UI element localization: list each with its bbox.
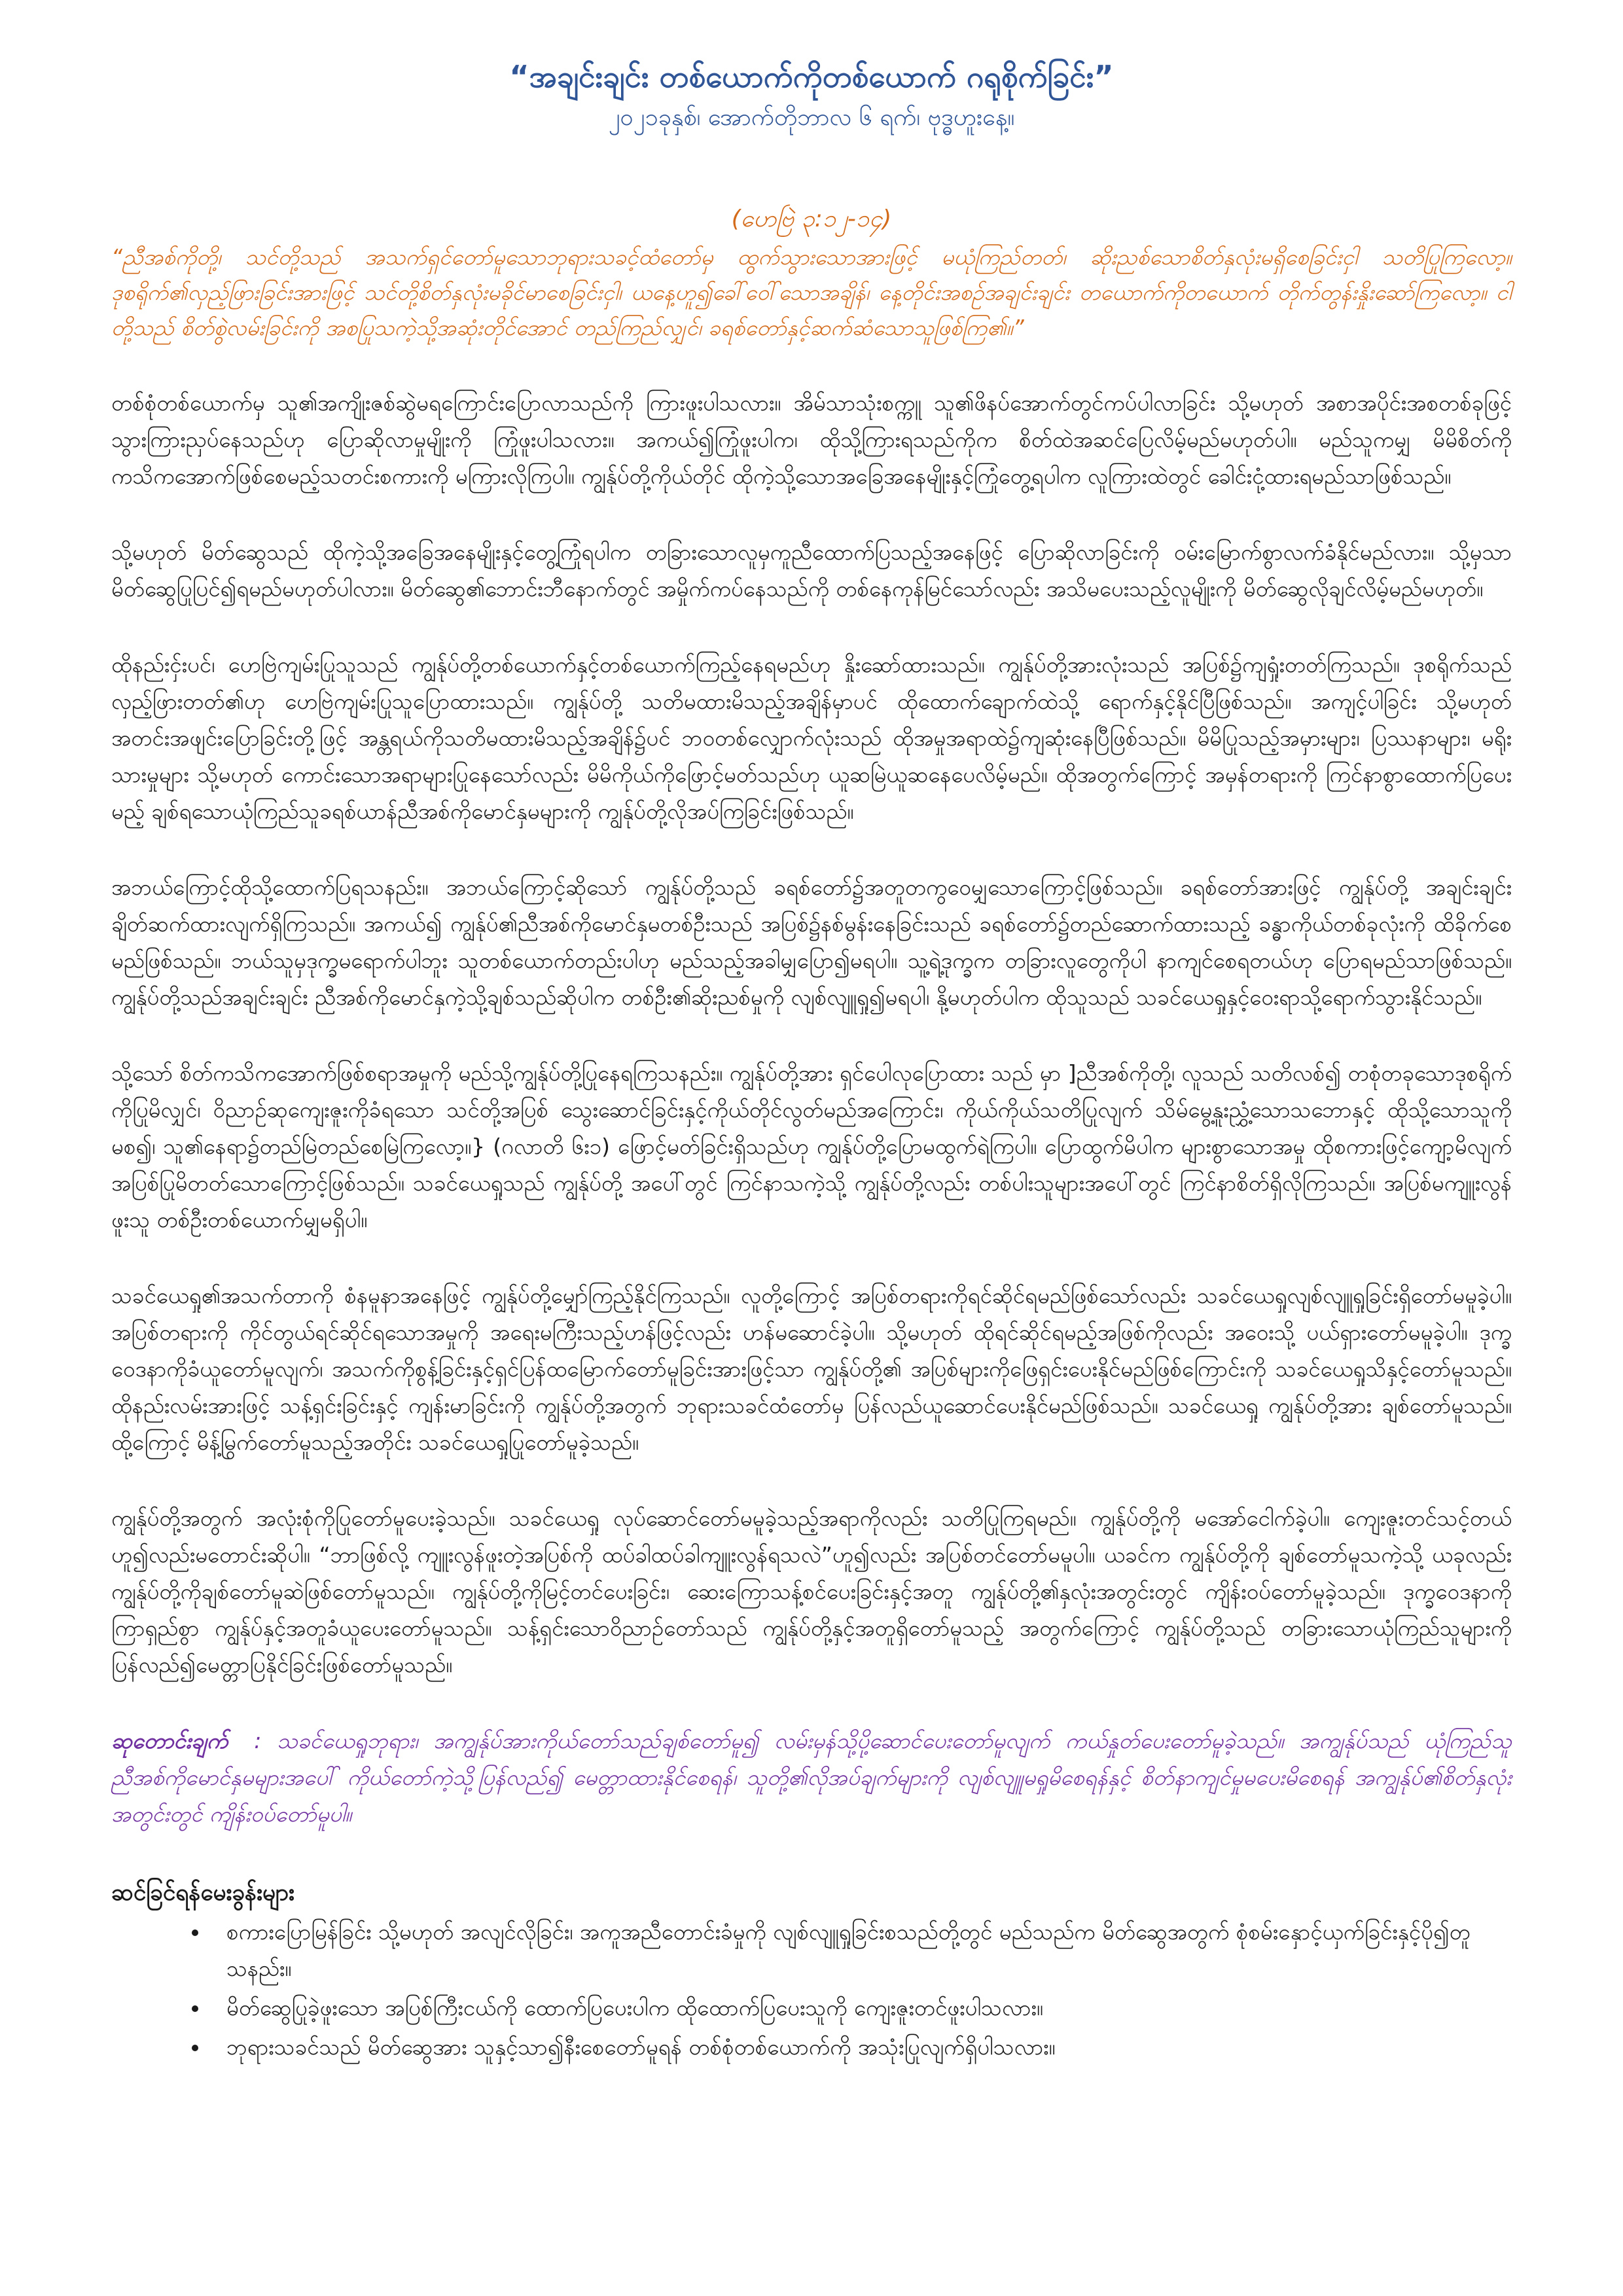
- questions-heading: ဆင်ခြင်ရန်မေးခွန်းများ: [111, 1880, 294, 1906]
- page-title: “အချင်းချင်း တစ်ယောက်ကိုတစ်ယောက် ဂရုစိုက်ခြင်း”: [509, 59, 1114, 94]
- body-paragraph-1: တစ်စုံတစ်ယောက်မှ သူ၏အကျိုးဇစ်ဆွဲမရကြောင်းပြောလာသည်ကို ကြားဖူးပါသလား။ အိမ်သာသုံးစက္ကူ သူ၏ဖိနပ်အောက်တွင်ကပ်ပါလာခြင်း သို့မဟုတ် အစာအပိုင်းအစတစ်ခုဖြင့် သွားကြားညှပ်နေသည်ဟု ပြောဆိုလာမှုမျိုးကို ကြုံဖူးပါသလား။ အကယ်၍ကြုံဖူးပါက၊ ထိုသို့ကြားရသည်ကိုက စိတ်ထဲအဆင်ပြေလိမ့်မည်မဟုတ်ပါ။ မည်သူကမျှ မိမိစိတ်ကို ကသိကအောက်ဖြစ်စေမည့်သတင်းစကားကို မကြားလိုကြပါ။ ကျွန်ုပ်တို့ကိုယ်တိုင် ထိုကဲ့သို့သောအခြေအနေမျိုးနှင့်ကြုံတွေ့ရပါက လူကြားထဲတွင် ခေါင်းငုံ့ထားရမည်သာဖြစ်သည်။: [111, 390, 1512, 489]
- body-paragraph-5: သို့သော် စိတ်ကသိကအောက်ဖြစ်စရာအမှုကို မည်သို့ကျွန်ုပ်တို့ပြုနေရကြသနည်း။ ကျွန်ုပ်တို့အား ရှင်ပေါလုပြောထား သည် မှာ ]ညီအစ်ကိုတို့၊ လူသည် သတိလစ်၍ တစုံတခုသောဒုစရိုက်ကိုပြုမိလျှင်၊ ဝိညာဉ်ဆုကျေးဇူးကိုခံရသော သင်တို့အပြစ် သွေးဆောင်ခြင်းနှင့်ကိုယ်တိုင်လွတ်မည်အကြောင်း၊ ကိုယ်ကိုယ်သတိပြုလျက် သိမ်မွေ့နူးညွှံ့သောသဘောနှင့် ထိုသို့သောသူကို မစ၍၊ သူ၏နေရာ၌တည်မြဲတည်စေမြဲကြလော့။} (ဂလာတိ ၆း၁) ဖြောင့်မတ်ခြင်းရှိသည်ဟု ကျွန်ုပ်တို့ပြောမထွက်ရဲကြပါ။ ပြောထွက်မိပါက များစွာသောအမှု ထိုစကားဖြင့်ကျော့မိလျက် အပြစ်ပြုမိတတ်သောကြောင့်ဖြစ်သည်။ သခင်ယေရှုသည် ကျွန်ုပ်တို့ အပေါ်တွင် ကြင်နာသကဲ့သို့ ကျွန်ုပ်တို့လည်း တစ်ပါးသူများအပေါ်တွင် ကြင်နာစိတ်ရှိလိုကြသည်။ အပြစ်မကျူးလွန်ဖူးသူ တစ်ဦးတစ်ယောက်မျှမရှိပါ။: [111, 1060, 1512, 1232]
- date-line: ၂၀၂၁ခုနှစ်၊ အောက်တိုဘာလ ၆ ရက်၊ ဗုဒ္ဓဟူးနေ့။: [608, 104, 1015, 131]
- question-item: • ဘုရားသခင်သည် မိတ်ဆွေအား သူနှင့်သာ၍နီးစေတော်မူရန် တစ်စုံတစ်ယောက်ကို အသုံးပြုလျက်ရှိပါသလား။: [209, 2029, 1512, 2066]
- body-paragraph-4: အဘယ်ကြောင့်ထိုသို့ထောက်ပြရသနည်း။ အဘယ်ကြောင့်ဆိုသော် ကျွန်ုပ်တို့သည် ခရစ်တော်၌အတူတကွဝေမျှသောကြောင့်ဖြစ်သည်။ ခရစ်တော်အားဖြင့် ကျွန်ုပ်တို့ အချင်းချင်းချိတ်ဆက်ထားလျက်ရှိကြသည်။ အကယ်၍ ကျွန်ုပ်၏ညီအစ်ကိုမောင်နှမတစ်ဦးသည် အပြစ်၌နစ်မွန်းနေခြင်းသည် ခရစ်တော်၌တည်ဆောက်ထားသည့် ခန္ဓာကိုယ်တစ်ခုလုံးကို ထိခိုက်စေမည်ဖြစ်သည်။ ဘယ်သူမှဒုက္ခမရောက်ပါဘူး သူတစ်ယောက်တည်းပါဟု မည်သည့်အခါမျှပြော၍မရပါ။ သူ့ရဲ့ဒုက္ခက တခြားလူတွေကိုပါ နာကျင်စေရတယ်ဟု ပြောရမည်သာဖြစ်သည်။ ကျွန်ုပ်တို့သည်အချင်းချင်း ညီအစ်ကိုမောင်နှကဲ့သို့ချစ်သည်ဆိုပါက တစ်ဦး၏ဆိုးညစ်မှုကို လျစ်လျူရှု၍မရပါ၊ နို့မဟုတ်ပါက ထိုသူသည် သခင်ယေရှုနှင့်ဝေးရာသို့ရောက်သွားနိုင်သည်။: [111, 874, 1512, 1010]
- question-item: • စကားပြောမြန်ခြင်း သို့မဟုတ် အလျင်လိုခြင်း၊ အကူအညီတောင်းခံမှုကို လျစ်လျူရှုခြင်းစသည်တို့တွင် မည်သည်က မိတ်ဆွေအတွက် စုံစမ်းနှောင့်ယှက်ခြင်းနှင့်ပို၍တူသနည်း။: [209, 1914, 1512, 1987]
- scripture-reference: (ဟေဗြဲ ၃:၁၂-၁၄): [731, 206, 892, 232]
- questions-list: [111, 1914, 1512, 2066]
- prayer-label: ဆုတောင်းချက်: [111, 1728, 228, 1753]
- body-paragraph-2: သို့မဟုတ် မိတ်ဆွေသည် ထိုကဲ့သို့အခြေအနေမျိုးနှင့်တွေ့ကြုံရပါက တခြားသောလူမှကူညီထောက်ပြသည့်အနေဖြင့် ပြောဆိုလာခြင်းကို ဝမ်းမြောက်စွာလက်ခံနိုင်မည်လား။ သို့မှသာ မိတ်ဆွေပြုပြင်၍ရမည်မဟုတ်ပါလား။ မိတ်ဆွေ၏ဘောင်းဘီနောက်တွင် အမှိုက်ကပ်နေသည်ကို တစ်နေကုန်မြင်သော်လည်း အသိမပေးသည့်လူမျိုးကို မိတ်ဆွေလိုချင်လိမ့်မည်မဟုတ်။: [111, 539, 1512, 601]
- prayer-text: : သခင်ယေရှုဘုရား၊ အကျွန်ုပ်အားကိုယ်တော်သည်ချစ်တော်မူ၍ လမ်းမှန်သို့ပို့ဆောင်ပေးတော်မူလျက် ကယ်နှုတ်ပေးတော်မူခဲ့သည်။ အကျွန်ုပ်သည် ယုံကြည်သူညီအစ်ကိုမောင်နှမများအပေါ် ကိုယ်တော်ကဲ့သို့ပြန်လည်၍ မေတ္တာထားနိုင်စေရန်၊ သူတို့၏လိုအပ်ချက်များကို လျစ်လျူမရှုမိစေရန်နှင့် စိတ်နာကျင်မှုမပေးမိစေရန် အကျွန်ုပ်၏စိတ်နှလုံးအတွင်းတွင် ကျိန်းဝပ်တော်မူပါ။: [111, 1728, 1512, 1827]
- scripture-text: “ညီအစ်ကိုတို့၊ သင်တို့သည် အသက်ရှင်တော်မူသောဘုရားသခင့်ထံတော်မှ ထွက်သွားသောအားဖြင့် မယုံကြည်တတ်၊ ဆိုးညစ်သောစိတ်နှလုံးမရှိစေခြင်းငှါ သတိပြုကြလော့။ ဒုစရိုက်၏လှည့်ဖြားခြင်းအားဖြင့် သင်တို့စိတ်နှလုံးမခိုင်မာစေခြင်းငှါ၊ ယနေ့ဟူ၍ခေါ်ဝေါ်သောအချိန်၊ နေ့တိုင်းအစဉ်အချင်းချင်း တယောက်ကိုတယောက် တိုက်တွန်းနှိုးဆော်ကြလော့။ ငါတို့သည် စိတ်စွဲလမ်းခြင်းကို အစပြုသကဲ့သို့အဆုံးတိုင်အောင် တည်ကြည်လျှင်၊ ခရစ်တော်နှင့်ဆက်ဆံသောသူဖြစ်ကြ၏။”: [111, 244, 1512, 340]
- body-paragraph-6: သခင်ယေရှု၏အသက်တာကို စံနမူနာအနေဖြင့် ကျွန်ုပ်တို့မျှော်ကြည့်နိုင်ကြသည်။ လူတို့ကြောင့် အပြစ်တရားကိုရင်ဆိုင်ရမည်ဖြစ်သော်လည်း သခင်ယေရှုလျစ်လျူရှုခြင်းရှိတော်မမူခဲ့ပါ။ အပြစ်တရားကို ကိုင်တွယ်ရင်ဆိုင်ရသောအမှုကို အရေးမကြီးသည့်ဟန်ဖြင့်လည်း ဟန်မဆောင်ခဲ့ပါ။ သို့မဟုတ် ထိုရင်ဆိုင်ရမည့်အဖြစ်ကိုလည်း အဝေးသို့ ပယ်ရှားတော်မမူခဲ့ပါ။ ဒုက္ခဝေဒနာကိုခံယူတော်မူလျက်၊ အသက်ကိုစွန့်ခြင်းနှင့်ရှင်ပြန်ထမြောက်တော်မူခြင်းအားဖြင့်သာ ကျွန်ုပ်တို့၏ အပြစ်များကိုဖြေရှင်းပေးနိုင်မည်ဖြစ်ကြောင်းကို သခင်ယေရှုသိနှင့်တော်မူသည်။ ထိုနည်းလမ်းအားဖြင့် သန့်ရှင်းခြင်းနှင့် ကျန်းမာခြင်းကို ကျွန်ုပ်တို့အတွက် ဘုရားသခင်ထံတော်မှ ပြန်လည်ယူဆောင်ပေးနိုင်မည်ဖြစ်သည်။ သခင်ယေရှု ကျွန်ုပ်တို့အား ချစ်တော်မူသည်။ ထို့ကြောင့် မိန့်မြွက်တော်မူသည့်အတိုင်း သခင်ယေရှုပြုတော်မူခဲ့သည်။: [111, 1283, 1512, 1455]
- question-item: • မိတ်ဆွေပြုခဲ့ဖူးသော အပြစ်ကြီးငယ်ကို ထောက်ပြပေးပါက ထိုထောက်ပြပေးသူကို ကျေးဇူးတင်ဖူးပါသလား။: [209, 1990, 1512, 2026]
- body-paragraph-3: ထိုနည်းငှ်းပင်၊ ဟေဗြဲကျမ်းပြုသူသည် ကျွန်ုပ်တို့တစ်ယောက်နှင့်တစ်ယောက်ကြည့်နေရမည်ဟု နှိုးဆော်ထားသည်။ ကျွန်ုပ်တို့အားလုံးသည် အပြစ်၌ကျရှုံးတတ်ကြသည်။ ဒုစရိုက်သည်လှည့်ဖြားတတ်၏ဟု ဟေဗြဲကျမ်းပြုသူပြောထားသည်။ ကျွန်ုပ်တို့ သတိမထားမိသည့်အချိန်မှာပင် ထိုထောက်ချောက်ထဲသို့ ရောက်နှင့်နိုင်ပြီဖြစ်သည်။ အကျင့်ပါခြင်း သို့မဟုတ် အတင်းအဖျင်းပြောခြင်းတို့ဖြင့် အန္တရယ်ကိုသတိမထားမိသည့်အချိန်၌ပင် ဘဝတစ်လျှောက်လုံးသည် ထိုအမှုအရာထဲ၌ကျဆုံးနေပြီဖြစ်သည်။ မိမိပြုသည့်အမှားများ၊ ပြဿနာများ၊ မရိုးသားမှုများ သို့မဟုတ် ကောင်းသောအရာများပြုနေသော်လည်း မိမိကိုယ်ကိုဖြောင့်မတ်သည်ဟု ယူဆမြဲယူဆနေပေလိမ့်မည်။ ထိုအတွက်ကြောင့် အမှန်တရားကို ကြင်နာစွာထောက်ပြပေးမည့် ချစ်ရသောယုံကြည်သူခရစ်ယာန်ညီအစ်ကိုမောင်နှမများကို ကျွန်ုပ်တို့လိုအပ်ကြခြင်းဖြစ်သည်။: [111, 652, 1512, 824]
- body-paragraph-7: ကျွန်ုပ်တို့အတွက် အလုံးစုံကိုပြုတော်မူပေးခဲ့သည်။ သခင်ယေရှု လုပ်ဆောင်တော်မမူခဲ့သည့်အရာကိုလည်း သတိပြုကြရမည်။ ကျွန်ုပ်တို့ကို မအော်ငေါက်ခဲ့ပါ။ ကျေးဇူးတင်သင့်တယ်ဟူ၍လည်းမတောင်းဆိုပါ။ “ဘာဖြစ်လို့ ကျူးလွန်ဖူးတဲ့အပြစ်ကို ထပ်ခါထပ်ခါကျူးလွန်ရသလဲ”ဟူ၍လည်း အပြစ်တင်တော်မမူပါ။ ယခင်က ကျွန်ုပ်တို့ကို ချစ်တော်မူသကဲ့သို့ ယခုလည်း ကျွန်ုပ်တို့ကိုချစ်တော်မူဆဲဖြစ်တော်မူသည်။ ကျွန်ုပ်တို့ကိုမြင့်တင်ပေးခြင်း၊ ဆေးကြောသန့်စင်ပေးခြင်းနှင့်အတူ ကျွန်ုပ်တို့၏နှလုံးအတွင်းတွင် ကျိန်းဝပ်တော်မူခဲ့သည်။ ဒုက္ခဝေဒနာကိုကြာရှည်စွာ ကျွန်ုပ်နှင့်အတူခံယူပေးတော်မူသည်။ သန့်ရှင်းသောဝိညာဉ်တော်သည် ကျွန်ုပ်တို့နှင့်အတူရှိတော်မူသည့် အတွက်ကြောင့် ကျွန်ုပ်တို့သည် တခြားသောယုံကြည်သူများကို ပြန်လည်၍မေတ္တာပြနိုင်ခြင်းဖြစ်တော်မူသည်။: [111, 1505, 1512, 1677]
- prayer-block: [111, 1723, 1512, 1833]
